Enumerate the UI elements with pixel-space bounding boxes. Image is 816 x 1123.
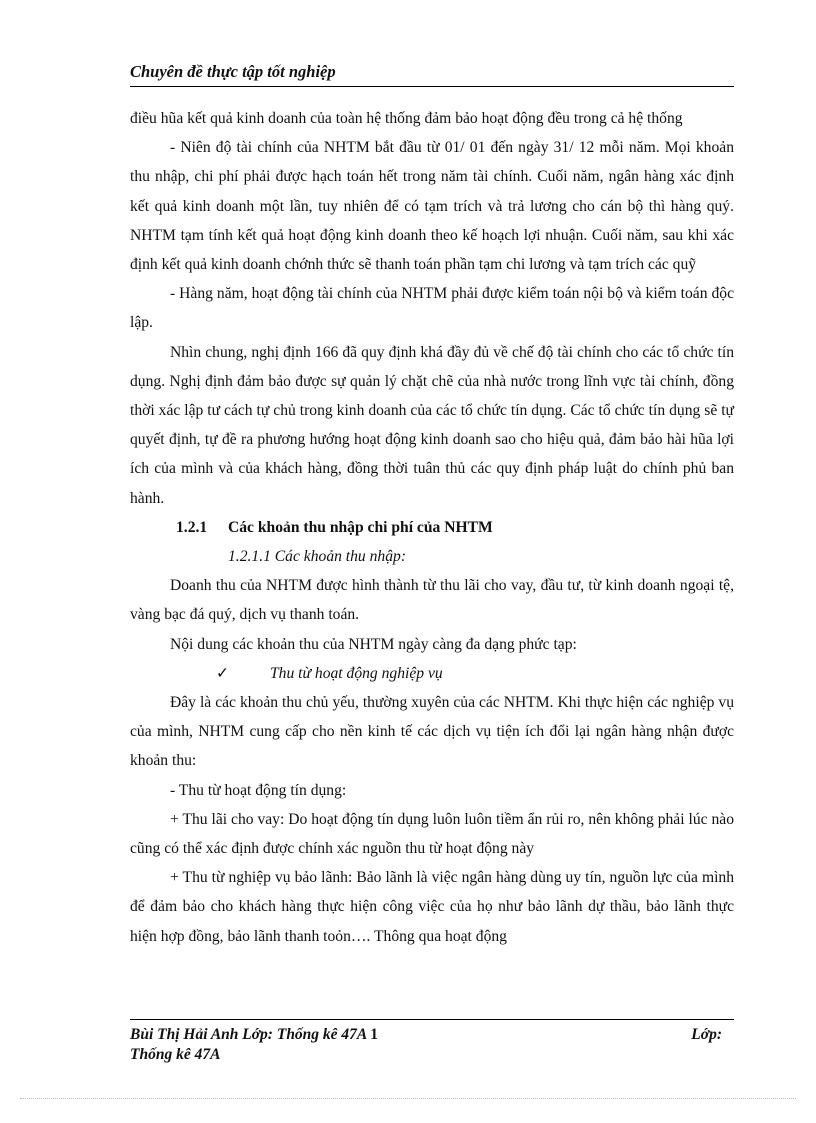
footer-line-1	[130, 1025, 734, 1045]
section-title: Các khoản thu nhập chi phí của NHTM	[228, 518, 493, 536]
paragraph: Đây là các khoản thu chủ yếu, thường xuyên của các NHTM. Khi thực hiện các nghiệp vụ của mình, NHTM cung cấp cho nền kinh tế các dịch vụ tiện ích đổi lại ngân hàng nhận được khoản thu:	[130, 694, 734, 770]
paragraph: Doanh thu của NHTM được hình thành từ thu lãi cho vay, đầu tư, từ kinh doanh ngoại tệ, vàng bạc đá quý, dịch vụ thanh toán.	[130, 577, 734, 624]
section-heading	[130, 513, 734, 542]
page-footer	[130, 1019, 734, 1065]
footer-right-label: Lớp:	[691, 1026, 722, 1043]
bullet-item	[130, 659, 734, 688]
paragraph: - Niên độ tài chính của NHTM bắt đầu từ 01/ 01 đến ngày 31/ 12 mỗi năm. Mọi khoản thu nhập, chi phí phải được hạch toán hết trong năm tài chính. Cuối năm, ngân hàng xác định kết quả kinh doanh một lần, tuy nhiên để có tạm trích và trả lương cho cán bộ thì hàng quý. NHTM tạm tính kết quả hoạt động kinh doanh theo kế hoạch lợi nhuận. Cuối năm, sau khi xác định kết quả kinh doanh chớnh thức sẽ thanh toán phần tạm chi lương và tạm trích các quỹ	[130, 139, 734, 274]
page-header	[130, 62, 734, 87]
paragraph: điều hũa kết quả kinh doanh của toàn hệ thống đảm bảo hoạt động đều trong cả hệ thống	[130, 110, 683, 127]
paragraph: + Thu lãi cho vay: Do hoạt động tín dụng luôn luôn tiềm ẩn rủi ro, nên không phải lúc nào cũng có thể xác định được chính xác nguồn thu từ hoạt động này	[130, 810, 734, 858]
footer-line-2: Thống kê 47A	[130, 1046, 221, 1063]
header-title: Chuyên đề thực tập tốt nghiệp	[130, 62, 336, 81]
paragraph: Nhìn chung, nghị định 166 đã quy định khá đầy đủ về chế độ tài chính cho các tổ chức tín dụng. Nghị định đảm bảo được sự quản lý chặt chẽ của nhà nước trong lĩnh vực tài chính, đồng thời xác lập tư cách tự chủ trong kinh doanh của các tổ chức tín dụng. Các tổ chức tín dụng sẽ tự quyết định, tự đề ra phương hướng hoạt động kinh doanh sao cho hiệu quả, đảm bảo hài hũa lợi ích của mình và của khách hàng, đồng thời tuân thủ các quy định pháp luật do chính phủ ban hành.	[130, 343, 734, 507]
paragraph: - Thu từ hoạt động tín dụng:	[170, 781, 347, 799]
page-body	[130, 104, 734, 951]
page-bottom-divider	[20, 1098, 796, 1099]
footer-author-class: Bùi Thị Hải Anh Lớp: Thống kê 47A	[130, 1026, 367, 1043]
paragraph: - Hàng năm, hoạt động tài chính của NHTM phải được kiểm toán nội bộ và kiểm toán độc lập.	[130, 285, 734, 332]
page-number: 1	[370, 1026, 379, 1043]
paragraph: + Thu từ nghiệp vụ bảo lãnh: Bảo lãnh là việc ngân hàng dùng uy tín, nguồn lực của mình để đảm bảo cho khách hàng thực hiện công việc của họ như bảo lãnh dự thầu, bảo lãnh thực hiện hợp đồng, bảo lãnh thanh toỏn…. Thông qua hoạt động	[130, 869, 734, 945]
section-number: 1.2.1	[176, 518, 208, 536]
bullet-text: Thu từ hoạt động nghiệp vụ	[270, 664, 443, 682]
subsection-heading: 1.2.1.1 Các khoản thu nhập:	[228, 548, 407, 566]
paragraph: Nội dung các khoản thu của NHTM ngày càng đa dạng phức tạp:	[170, 635, 577, 653]
checkmark-icon: ✓	[216, 664, 230, 682]
